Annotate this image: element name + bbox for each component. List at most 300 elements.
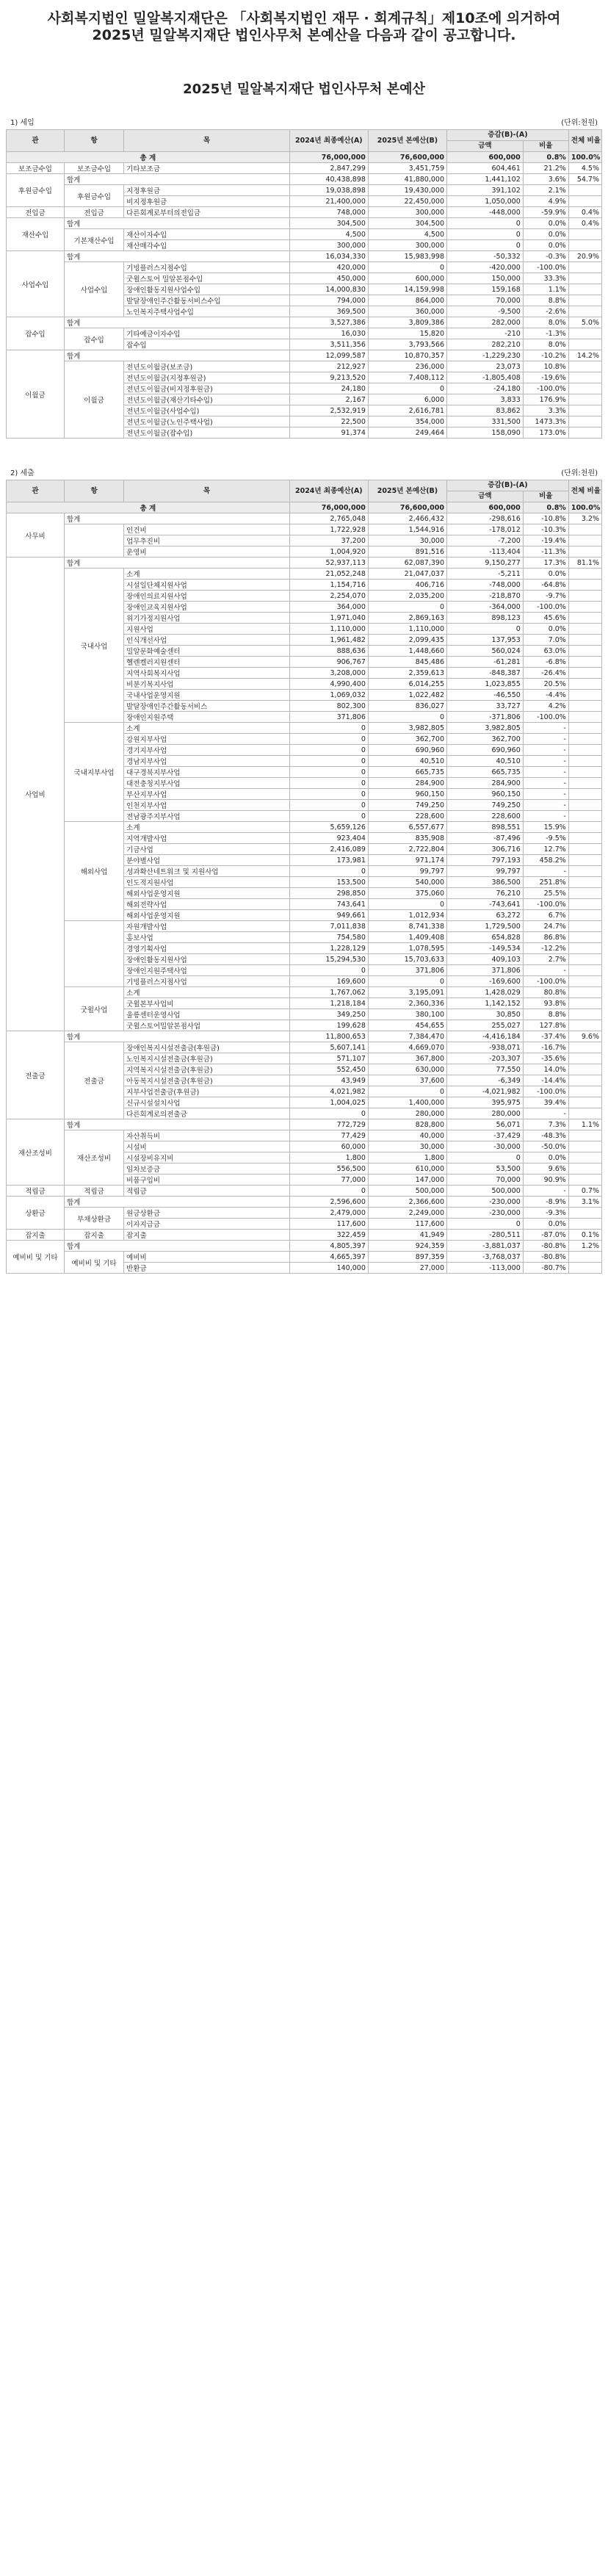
value-cell: 802,300	[289, 701, 368, 712]
value-cell	[568, 635, 601, 646]
value-cell: 1,544,916	[368, 524, 446, 535]
value-cell: -37.4%	[523, 1031, 568, 1042]
mok-cell: 아동복지시설전출금(후원금)	[124, 1075, 290, 1086]
sum-label: 합계	[64, 174, 289, 185]
value-cell: 147,000	[368, 1175, 446, 1186]
value-cell: 600,000	[368, 273, 446, 284]
value-cell	[568, 877, 601, 888]
value-cell: 0.0%	[523, 1152, 568, 1163]
mok-cell: 전년도이월금(노인주택사업)	[124, 416, 290, 427]
gwan-cell: 전입금	[7, 207, 65, 218]
value-cell: 1,110,000	[289, 624, 368, 635]
value-cell: -35.6%	[523, 1053, 568, 1064]
sum-label: 합계	[64, 513, 289, 524]
value-cell: 0	[368, 383, 446, 394]
value-cell: 2,359,613	[368, 668, 446, 679]
value-cell: 83,862	[447, 405, 524, 416]
value-cell: 2.1%	[523, 185, 568, 196]
gwan-cell: 후원금수입	[7, 174, 65, 207]
value-cell: -100.0%	[523, 602, 568, 613]
value-cell: 923,404	[289, 833, 368, 844]
value-cell: 406,716	[368, 580, 446, 591]
value-cell: 3,793,566	[368, 339, 446, 350]
total-value: 100.0%	[568, 152, 601, 163]
value-cell	[568, 943, 601, 954]
value-cell	[568, 1097, 601, 1108]
mok-cell: 국내사업운영지원	[124, 690, 290, 701]
value-cell: 14.2%	[568, 350, 601, 361]
value-cell: 571,107	[289, 1053, 368, 1064]
value-cell: 4,669,070	[368, 1042, 446, 1053]
hang-cell: 해외사업	[64, 822, 123, 921]
value-cell: 665,735	[368, 767, 446, 778]
value-cell	[568, 372, 601, 383]
value-cell: 236,000	[368, 361, 446, 372]
value-cell: 331,500	[447, 416, 524, 427]
mok-cell: 지역복지시설전출금(후원금)	[124, 1064, 290, 1075]
mok-cell: 울릉센터운영사업	[124, 1009, 290, 1020]
budget-sections	[6, 116, 602, 1274]
value-cell: -9.3%	[523, 1208, 568, 1219]
mok-cell: 이자지급금	[124, 1219, 290, 1230]
value-cell: 836,027	[368, 701, 446, 712]
value-cell: 0	[289, 767, 368, 778]
mok-cell: 적립금	[124, 1186, 290, 1197]
value-cell	[568, 899, 601, 910]
value-cell: 150,000	[447, 273, 524, 284]
value-cell: 1,961,482	[289, 635, 368, 646]
value-cell: 40,510	[368, 756, 446, 767]
value-cell: 0	[368, 262, 446, 273]
mok-cell: 기빙플러스지점사업	[124, 976, 290, 987]
value-cell: 0.4%	[568, 218, 601, 229]
value-cell: 654,828	[447, 932, 524, 943]
value-cell: 1,012,934	[368, 910, 446, 921]
value-cell	[568, 1263, 601, 1274]
mok-cell: 해외전략사업	[124, 899, 290, 910]
value-cell: -203,307	[447, 1053, 524, 1064]
table-row	[7, 163, 602, 174]
value-cell: 1,050,000	[447, 196, 524, 207]
value-cell	[568, 295, 601, 306]
total-label: 총 계	[7, 502, 290, 513]
table-row	[7, 262, 602, 273]
sum-label: 합계	[64, 317, 289, 328]
gwan-cell: 보조금수입	[7, 163, 65, 174]
value-cell	[568, 394, 601, 405]
mok-cell: 전년도이월금(지정후원금)	[124, 372, 290, 383]
value-cell: 0.7%	[568, 1186, 601, 1197]
value-cell: -	[523, 789, 568, 800]
value-cell	[568, 756, 601, 767]
value-cell	[568, 1086, 601, 1097]
hang-cell: 전입금	[64, 207, 123, 218]
value-cell: 4,665,397	[289, 1252, 368, 1263]
value-cell: 610,000	[368, 1163, 446, 1175]
value-cell: 2,722,804	[368, 844, 446, 855]
value-cell: 0.0%	[523, 218, 568, 229]
value-cell: 76,210	[447, 888, 524, 899]
value-cell: 12,099,587	[289, 350, 368, 361]
value-cell	[568, 965, 601, 976]
mok-cell: 기타예금이자수입	[124, 328, 290, 339]
value-cell: 173.0%	[523, 427, 568, 439]
value-cell: 794,000	[289, 295, 368, 306]
value-cell: 63,272	[447, 910, 524, 921]
hang-cell: 보조금수입	[64, 163, 123, 174]
value-cell	[568, 998, 601, 1009]
value-cell: -2.6%	[523, 306, 568, 317]
value-cell: 23,073	[447, 361, 524, 372]
col-header-gwan: 관	[7, 480, 65, 502]
col-header-gwan: 관	[7, 130, 65, 152]
value-cell: 306,716	[447, 844, 524, 855]
value-cell: 30,850	[447, 1009, 524, 1020]
col-header-amount: 금액	[447, 491, 524, 502]
value-cell: 63.0%	[523, 646, 568, 657]
value-cell: 360,000	[368, 306, 446, 317]
value-cell: 1,767,062	[289, 987, 368, 998]
value-cell: -113,404	[447, 546, 524, 558]
value-cell: 8.0%	[523, 339, 568, 350]
gwan-cell: 전출금	[7, 1031, 65, 1119]
value-cell	[568, 1130, 601, 1141]
value-cell: -64.8%	[523, 580, 568, 591]
mok-cell: 발달장애인주간활동서비스	[124, 701, 290, 712]
value-cell: -7,200	[447, 535, 524, 546]
mok-cell: 기금사업	[124, 844, 290, 855]
value-cell: -12.2%	[523, 943, 568, 954]
mok-cell: 장애인활동지원사업	[124, 954, 290, 965]
value-cell: 33.3%	[523, 273, 568, 284]
value-cell: 7,011,838	[289, 921, 368, 932]
value-cell	[568, 1141, 601, 1152]
value-cell: -	[523, 745, 568, 756]
value-cell: 7,408,112	[368, 372, 446, 383]
value-cell: 19,430,000	[368, 185, 446, 196]
value-cell	[568, 976, 601, 987]
hang-cell: 이월금	[64, 361, 123, 439]
value-cell: 53,500	[447, 1163, 524, 1175]
budget-table	[6, 129, 602, 439]
value-cell: 1,228,129	[289, 943, 368, 954]
value-cell: 0	[368, 1086, 446, 1097]
value-cell: 349,250	[289, 1009, 368, 1020]
value-cell: -	[523, 866, 568, 877]
value-cell: 2,167	[289, 394, 368, 405]
value-cell: 0	[368, 602, 446, 613]
value-cell: 80.8%	[523, 987, 568, 998]
value-cell: 772,729	[289, 1119, 368, 1130]
value-cell: 60,000	[289, 1141, 368, 1152]
value-cell: 3,208,000	[289, 668, 368, 679]
mok-cell: 굿윌스토어 밀알본점수입	[124, 273, 290, 284]
value-cell: 1,441,102	[447, 174, 524, 185]
value-cell: 888,636	[289, 646, 368, 657]
value-cell: -280,511	[447, 1230, 524, 1241]
value-cell: 176.9%	[523, 394, 568, 405]
value-cell: 25.5%	[523, 888, 568, 899]
table-row	[7, 1031, 602, 1042]
col-header-ratio: 비율	[523, 491, 568, 502]
mok-cell: 잡수입	[124, 339, 290, 350]
value-cell: 300,000	[368, 207, 446, 218]
value-cell	[568, 383, 601, 394]
value-cell: -4,416,184	[447, 1031, 524, 1042]
value-cell: 1,218,184	[289, 998, 368, 1009]
value-cell: -	[523, 767, 568, 778]
value-cell: 0.0%	[523, 240, 568, 251]
value-cell: -100.0%	[523, 712, 568, 723]
gwan-cell: 사무비	[7, 513, 65, 558]
value-cell: 117,600	[289, 1219, 368, 1230]
value-cell: 37,600	[368, 1075, 446, 1086]
value-cell	[568, 910, 601, 921]
value-cell: 140,000	[289, 1263, 368, 1274]
value-cell: -4,021,982	[447, 1086, 524, 1097]
value-cell: 284,900	[447, 778, 524, 789]
section-label: 2) 세출	[10, 469, 35, 477]
table-row	[7, 1042, 602, 1053]
value-cell: 21,052,248	[289, 569, 368, 580]
value-cell: 251.8%	[523, 877, 568, 888]
value-cell: 70,000	[447, 295, 524, 306]
value-cell: 0.0%	[523, 624, 568, 635]
value-cell: -	[523, 778, 568, 789]
value-cell: 4.5%	[568, 163, 601, 174]
value-cell: 24,180	[289, 383, 368, 394]
mok-cell: 소계	[124, 987, 290, 998]
value-cell: 375,060	[368, 888, 446, 899]
value-cell: 754,580	[289, 932, 368, 943]
value-cell: 249,464	[368, 427, 446, 439]
value-cell: 891,516	[368, 546, 446, 558]
gwan-cell: 재산수입	[7, 218, 65, 251]
value-cell	[568, 546, 601, 558]
hang-cell: 재산조성비	[64, 1130, 123, 1186]
value-cell: 371,806	[368, 965, 446, 976]
gwan-cell: 잡수입	[7, 317, 65, 350]
value-cell: 159,168	[447, 284, 524, 295]
table-row	[7, 218, 602, 229]
value-cell: 280,000	[368, 1108, 446, 1119]
mok-cell: 장애인복지시설전출금(후원금)	[124, 1042, 290, 1053]
col-header-total-ratio: 전체 비율	[568, 480, 601, 502]
value-cell: -87,496	[447, 833, 524, 844]
value-cell: 158,090	[447, 427, 524, 439]
mok-cell: 비품구입비	[124, 1175, 290, 1186]
value-cell: 41,949	[368, 1230, 446, 1241]
mok-cell: 인천지부사업	[124, 800, 290, 811]
value-cell: -10.8%	[523, 513, 568, 524]
table-row	[7, 921, 602, 932]
sum-label: 합계	[64, 350, 289, 361]
value-cell: -848,387	[447, 668, 524, 679]
value-cell: 1,800	[368, 1152, 446, 1163]
mok-cell: 노인복지주택사업수입	[124, 306, 290, 317]
value-cell: 91,374	[289, 427, 368, 439]
mok-cell: 헬렌켈러지원센터	[124, 657, 290, 668]
col-header-mok: 목	[124, 480, 290, 502]
mok-cell: 장애인지원주택사업	[124, 965, 290, 976]
value-cell: -30,000	[447, 1141, 524, 1152]
total-value: 0.8%	[523, 502, 568, 513]
value-cell	[568, 591, 601, 602]
value-cell: 3,982,805	[368, 723, 446, 734]
total-label: 총 계	[7, 152, 290, 163]
col-header-hang: 항	[64, 480, 123, 502]
mok-cell: 반환금	[124, 1263, 290, 1274]
value-cell: 2.7%	[523, 954, 568, 965]
value-cell: 5,607,141	[289, 1042, 368, 1053]
value-cell: -6.8%	[523, 657, 568, 668]
value-cell	[568, 405, 601, 416]
mok-cell: 대전충청지부사업	[124, 778, 290, 789]
value-cell	[568, 524, 601, 535]
table-row	[7, 1230, 602, 1241]
table-row	[7, 822, 602, 833]
value-cell: 665,735	[447, 767, 524, 778]
mok-cell: 시설장비유지비	[124, 1152, 290, 1163]
mok-cell: 비지정후원금	[124, 196, 290, 207]
value-cell: -	[523, 756, 568, 767]
table-row	[7, 174, 602, 185]
unit-label: (단위:천원)	[561, 469, 598, 477]
value-cell: 2,249,000	[368, 1208, 446, 1219]
value-cell: 3.3%	[523, 405, 568, 416]
value-cell: -9.5%	[523, 833, 568, 844]
mok-cell: 장애인지원주택	[124, 712, 290, 723]
value-cell	[568, 822, 601, 833]
value-cell: 21,400,000	[289, 196, 368, 207]
mok-cell: 재산매각수입	[124, 240, 290, 251]
value-cell: 77,429	[289, 1130, 368, 1141]
value-cell: 282,000	[447, 317, 524, 328]
value-cell: 40,438,898	[289, 174, 368, 185]
value-cell: 3,451,759	[368, 163, 446, 174]
hang-cell	[64, 921, 123, 987]
value-cell: 16,030	[289, 328, 368, 339]
value-cell	[568, 855, 601, 866]
value-cell: 924,359	[368, 1241, 446, 1252]
total-value: 76,000,000	[289, 502, 368, 513]
table-row	[7, 1130, 602, 1141]
hang-cell: 잡수입	[64, 328, 123, 350]
mok-cell: 장애인교육지원사업	[124, 602, 290, 613]
value-cell: 54.7%	[568, 174, 601, 185]
value-cell: 255,027	[447, 1020, 524, 1031]
value-cell: 1,428,029	[447, 987, 524, 998]
value-cell: 1473.3%	[523, 416, 568, 427]
col-header-2024: 2024년 최종예산(A)	[289, 130, 368, 152]
value-cell: 6,557,677	[368, 822, 446, 833]
value-cell: 1,722,928	[289, 524, 368, 535]
value-cell: -5,211	[447, 569, 524, 580]
mok-cell: 지원사업	[124, 624, 290, 635]
gwan-cell: 상환금	[7, 1197, 65, 1230]
mok-cell: 업무추진비	[124, 535, 290, 546]
value-cell: 0	[368, 899, 446, 910]
mok-cell: 인도적지원사업	[124, 877, 290, 888]
value-cell: 0	[368, 976, 446, 987]
value-cell: 6,014,255	[368, 679, 446, 690]
col-header-2025: 2025년 본예산(B)	[368, 130, 446, 152]
value-cell: 0.1%	[568, 1230, 601, 1241]
value-cell: 3,809,386	[368, 317, 446, 328]
value-cell	[568, 1108, 601, 1119]
mok-cell: 경남지부사업	[124, 756, 290, 767]
value-cell	[568, 734, 601, 745]
value-cell: 153,500	[289, 877, 368, 888]
value-cell	[568, 624, 601, 635]
value-cell: 0	[289, 811, 368, 822]
mok-cell: 홍보사업	[124, 932, 290, 943]
mok-cell: 소계	[124, 822, 290, 833]
value-cell: 21,047,037	[368, 569, 446, 580]
value-cell: 949,661	[289, 910, 368, 921]
value-cell: 1,110,000	[368, 624, 446, 635]
value-cell: 371,806	[447, 965, 524, 976]
table-row	[7, 1119, 602, 1130]
mok-cell: 전남광주지부사업	[124, 811, 290, 822]
value-cell	[568, 1175, 601, 1186]
value-cell	[568, 712, 601, 723]
value-cell: 3.6%	[523, 174, 568, 185]
value-cell: 2,360,336	[368, 998, 446, 1009]
value-cell	[568, 361, 601, 372]
value-cell: -80.8%	[523, 1252, 568, 1263]
value-cell: -448,000	[447, 207, 524, 218]
table-row	[7, 361, 602, 372]
mok-cell: 기타보조금	[124, 163, 290, 174]
value-cell: 8.8%	[523, 295, 568, 306]
value-cell: -80.8%	[523, 1241, 568, 1252]
value-cell: 15,820	[368, 328, 446, 339]
value-cell: -230,000	[447, 1208, 524, 1219]
sum-label: 합계	[64, 1241, 289, 1252]
sum-label: 합계	[64, 1031, 289, 1042]
value-cell: 391,102	[447, 185, 524, 196]
table-row	[7, 328, 602, 339]
value-cell: 898,551	[447, 822, 524, 833]
value-cell: 1,800	[289, 1152, 368, 1163]
value-cell: 8.0%	[523, 317, 568, 328]
value-cell: -169,600	[447, 976, 524, 987]
value-cell: 380,100	[368, 1009, 446, 1020]
value-cell: 630,000	[368, 1064, 446, 1075]
value-cell: -149,534	[447, 943, 524, 954]
value-cell	[568, 613, 601, 624]
value-cell: 4.9%	[523, 196, 568, 207]
sum-label: 합계	[64, 218, 289, 229]
value-cell: 500,000	[368, 1186, 446, 1197]
value-cell: 127.8%	[523, 1020, 568, 1031]
col-header-change: 증감(B)-(A)	[447, 130, 569, 141]
hang-cell: 예비비 및 기타	[64, 1252, 123, 1274]
value-cell	[568, 833, 601, 844]
value-cell: 500,000	[447, 1186, 524, 1197]
value-cell: 20.9%	[568, 251, 601, 262]
value-cell	[568, 723, 601, 734]
value-cell: 99,797	[368, 866, 446, 877]
total-value: 76,600,000	[368, 502, 446, 513]
table-row	[7, 524, 602, 535]
value-cell: 690,960	[447, 745, 524, 756]
value-cell: -100.0%	[523, 262, 568, 273]
value-cell: 420,000	[289, 262, 368, 273]
hang-cell: 적립금	[64, 1186, 123, 1197]
value-cell: -4.4%	[523, 690, 568, 701]
